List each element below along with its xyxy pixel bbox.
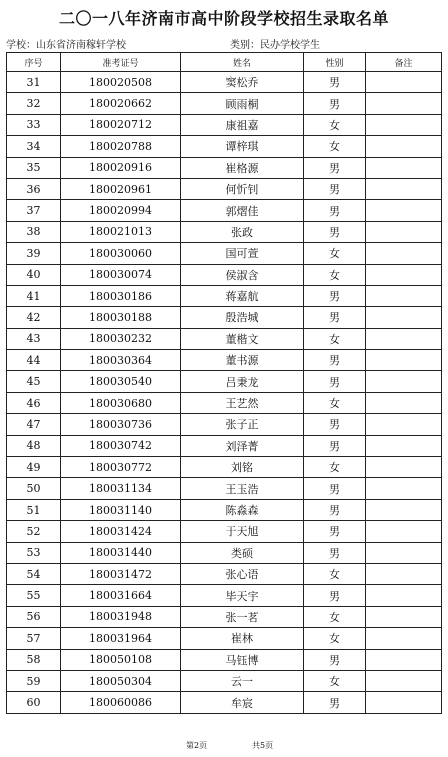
cell-name: 张子正 — [181, 414, 304, 435]
cell-remarks — [366, 371, 442, 392]
table-row — [7, 392, 442, 413]
cell-number: 36 — [7, 178, 61, 199]
cell-gender: 女 — [304, 392, 366, 413]
cell-name: 董书源 — [181, 350, 304, 371]
table-row — [7, 585, 442, 606]
cell-gender: 男 — [304, 542, 366, 563]
page-total: 共5页 — [252, 741, 274, 750]
cell-remarks — [366, 264, 442, 285]
cell-number: 48 — [7, 435, 61, 456]
cell-exam-id: 180031948 — [61, 606, 181, 627]
cell-remarks — [366, 606, 442, 627]
cell-number: 58 — [7, 649, 61, 670]
cell-gender: 女 — [304, 457, 366, 478]
cell-gender: 男 — [304, 499, 366, 520]
cell-exam-id: 180031440 — [61, 542, 181, 563]
cell-name: 刘泽菁 — [181, 435, 304, 456]
cell-name: 毕天宇 — [181, 585, 304, 606]
table-row — [7, 628, 442, 649]
table-row — [7, 178, 442, 199]
cell-name: 国可萱 — [181, 243, 304, 264]
table-row — [7, 521, 442, 542]
table-row — [7, 649, 442, 670]
cell-exam-id: 180020961 — [61, 178, 181, 199]
cell-number: 39 — [7, 243, 61, 264]
cell-name: 蒋嘉航 — [181, 285, 304, 306]
cell-number: 55 — [7, 585, 61, 606]
page-footer — [0, 740, 448, 752]
document-meta — [6, 39, 442, 52]
table-row — [7, 221, 442, 242]
table-row — [7, 285, 442, 306]
cell-number: 38 — [7, 221, 61, 242]
cell-number: 35 — [7, 157, 61, 178]
cell-remarks — [366, 93, 442, 114]
cell-name: 康祖嘉 — [181, 114, 304, 135]
cell-exam-id: 180030540 — [61, 371, 181, 392]
cell-gender: 男 — [304, 585, 366, 606]
cell-exam-id: 180050108 — [61, 649, 181, 670]
cell-exam-id: 180030074 — [61, 264, 181, 285]
cell-number: 46 — [7, 392, 61, 413]
cell-exam-id: 180031134 — [61, 478, 181, 499]
cell-number: 50 — [7, 478, 61, 499]
cell-number: 31 — [7, 72, 61, 93]
table-row — [7, 200, 442, 221]
cell-remarks — [366, 542, 442, 563]
cell-number: 52 — [7, 521, 61, 542]
document-title: 二〇一八年济南市高中阶段学校招生录取名单 — [58, 9, 389, 28]
cell-number: 32 — [7, 93, 61, 114]
cell-gender: 女 — [304, 136, 366, 157]
cell-name: 于天旭 — [181, 521, 304, 542]
cell-number: 47 — [7, 414, 61, 435]
cell-gender: 女 — [304, 606, 366, 627]
cell-name: 窦松乔 — [181, 72, 304, 93]
cell-gender: 男 — [304, 93, 366, 114]
cell-name: 崔格源 — [181, 157, 304, 178]
cell-exam-id: 180031140 — [61, 499, 181, 520]
table-row — [7, 93, 442, 114]
column-header-number: 序号 — [7, 53, 61, 72]
cell-name: 云一 — [181, 670, 304, 691]
cell-number: 54 — [7, 563, 61, 584]
cell-number: 51 — [7, 499, 61, 520]
table-row — [7, 371, 442, 392]
cell-number: 56 — [7, 606, 61, 627]
cell-exam-id: 180020916 — [61, 157, 181, 178]
cell-number: 42 — [7, 307, 61, 328]
table-row — [7, 457, 442, 478]
cell-remarks — [366, 178, 442, 199]
cell-remarks — [366, 200, 442, 221]
table-row — [7, 264, 442, 285]
cell-gender: 男 — [304, 371, 366, 392]
cell-name: 张一茗 — [181, 606, 304, 627]
cell-gender: 女 — [304, 328, 366, 349]
cell-exam-id: 180030232 — [61, 328, 181, 349]
cell-name: 顾雨桐 — [181, 93, 304, 114]
cell-gender: 男 — [304, 692, 366, 713]
cell-remarks — [366, 243, 442, 264]
cell-name: 郭熠佳 — [181, 200, 304, 221]
cell-name: 张政 — [181, 221, 304, 242]
cell-exam-id: 180030680 — [61, 392, 181, 413]
cell-gender: 女 — [304, 114, 366, 135]
cell-name: 张心语 — [181, 563, 304, 584]
cell-number: 60 — [7, 692, 61, 713]
cell-name: 类硕 — [181, 542, 304, 563]
cell-name: 何忻钊 — [181, 178, 304, 199]
cell-remarks — [366, 157, 442, 178]
cell-gender: 男 — [304, 435, 366, 456]
cell-name: 牟宸 — [181, 692, 304, 713]
column-header-exam-id: 准考证号 — [61, 53, 181, 72]
cell-gender: 男 — [304, 414, 366, 435]
cell-gender: 男 — [304, 72, 366, 93]
cell-exam-id: 180031964 — [61, 628, 181, 649]
table-row — [7, 414, 442, 435]
cell-number: 40 — [7, 264, 61, 285]
cell-remarks — [366, 392, 442, 413]
cell-gender: 男 — [304, 285, 366, 306]
cell-remarks — [366, 478, 442, 499]
cell-remarks — [366, 307, 442, 328]
cell-exam-id: 180030364 — [61, 350, 181, 371]
page-number: 第2页 — [186, 741, 208, 750]
cell-name: 吕秉龙 — [181, 371, 304, 392]
cell-exam-id: 180021013 — [61, 221, 181, 242]
cell-gender: 女 — [304, 243, 366, 264]
cell-remarks — [366, 585, 442, 606]
table-row — [7, 328, 442, 349]
cell-remarks — [366, 114, 442, 135]
cell-name: 刘铭 — [181, 457, 304, 478]
cell-number: 49 — [7, 457, 61, 478]
table-row — [7, 307, 442, 328]
cell-exam-id: 180020712 — [61, 114, 181, 135]
cell-gender: 女 — [304, 628, 366, 649]
cell-number: 43 — [7, 328, 61, 349]
table-row — [7, 478, 442, 499]
cell-exam-id: 180031424 — [61, 521, 181, 542]
cell-exam-id: 180030772 — [61, 457, 181, 478]
cell-gender: 男 — [304, 350, 366, 371]
cell-remarks — [366, 692, 442, 713]
column-header-gender: 性别 — [304, 53, 366, 72]
cell-remarks — [366, 563, 442, 584]
table-row — [7, 350, 442, 371]
cell-exam-id: 180030736 — [61, 414, 181, 435]
cell-name: 王玉浩 — [181, 478, 304, 499]
cell-remarks — [366, 670, 442, 691]
cell-exam-id: 180020994 — [61, 200, 181, 221]
table-row — [7, 72, 442, 93]
cell-name: 董楷文 — [181, 328, 304, 349]
school-label: 学校：山东省济南稼轩学校 — [6, 40, 126, 51]
cell-gender: 女 — [304, 264, 366, 285]
cell-gender: 男 — [304, 649, 366, 670]
table-row — [7, 136, 442, 157]
category-label: 类别：民办学校学生 — [230, 40, 320, 51]
cell-name: 陈淼森 — [181, 499, 304, 520]
cell-gender: 女 — [304, 563, 366, 584]
cell-remarks — [366, 350, 442, 371]
cell-gender: 男 — [304, 200, 366, 221]
cell-gender: 男 — [304, 478, 366, 499]
cell-number: 44 — [7, 350, 61, 371]
cell-gender: 男 — [304, 307, 366, 328]
cell-remarks — [366, 285, 442, 306]
cell-name: 殷浩城 — [181, 307, 304, 328]
cell-remarks — [366, 414, 442, 435]
cell-remarks — [366, 72, 442, 93]
cell-exam-id: 180060086 — [61, 692, 181, 713]
cell-number: 59 — [7, 670, 61, 691]
cell-gender: 男 — [304, 521, 366, 542]
cell-exam-id: 180030188 — [61, 307, 181, 328]
cell-name: 马钰博 — [181, 649, 304, 670]
table-row — [7, 563, 442, 584]
cell-number: 34 — [7, 136, 61, 157]
table-row — [7, 606, 442, 627]
cell-gender: 女 — [304, 670, 366, 691]
cell-remarks — [366, 628, 442, 649]
table-row — [7, 435, 442, 456]
cell-remarks — [366, 221, 442, 242]
table-header-row — [7, 53, 442, 72]
cell-remarks — [366, 649, 442, 670]
cell-exam-id: 180020788 — [61, 136, 181, 157]
column-header-name: 姓名 — [181, 53, 304, 72]
cell-gender: 男 — [304, 221, 366, 242]
cell-name: 王艺然 — [181, 392, 304, 413]
cell-gender: 男 — [304, 178, 366, 199]
cell-name: 侯淑含 — [181, 264, 304, 285]
cell-remarks — [366, 435, 442, 456]
cell-remarks — [366, 521, 442, 542]
cell-number: 41 — [7, 285, 61, 306]
cell-exam-id: 180030186 — [61, 285, 181, 306]
cell-number: 53 — [7, 542, 61, 563]
cell-remarks — [366, 136, 442, 157]
column-header-remarks: 备注 — [366, 53, 442, 72]
cell-exam-id: 180020508 — [61, 72, 181, 93]
table-row — [7, 542, 442, 563]
cell-number: 45 — [7, 371, 61, 392]
cell-number: 57 — [7, 628, 61, 649]
cell-remarks — [366, 499, 442, 520]
cell-gender: 男 — [304, 157, 366, 178]
cell-name: 崔林 — [181, 628, 304, 649]
admission-table — [6, 52, 442, 714]
table-row — [7, 157, 442, 178]
table-row — [7, 499, 442, 520]
table-row — [7, 692, 442, 713]
cell-number: 37 — [7, 200, 61, 221]
cell-exam-id: 180020662 — [61, 93, 181, 114]
cell-exam-id: 180031472 — [61, 563, 181, 584]
cell-exam-id: 180030060 — [61, 243, 181, 264]
cell-remarks — [366, 328, 442, 349]
cell-exam-id: 180030742 — [61, 435, 181, 456]
table-row — [7, 670, 442, 691]
table-row — [7, 114, 442, 135]
cell-name: 谭梓琪 — [181, 136, 304, 157]
cell-exam-id: 180031664 — [61, 585, 181, 606]
table-row — [7, 243, 442, 264]
cell-remarks — [366, 457, 442, 478]
cell-number: 33 — [7, 114, 61, 135]
cell-exam-id: 180050304 — [61, 670, 181, 691]
